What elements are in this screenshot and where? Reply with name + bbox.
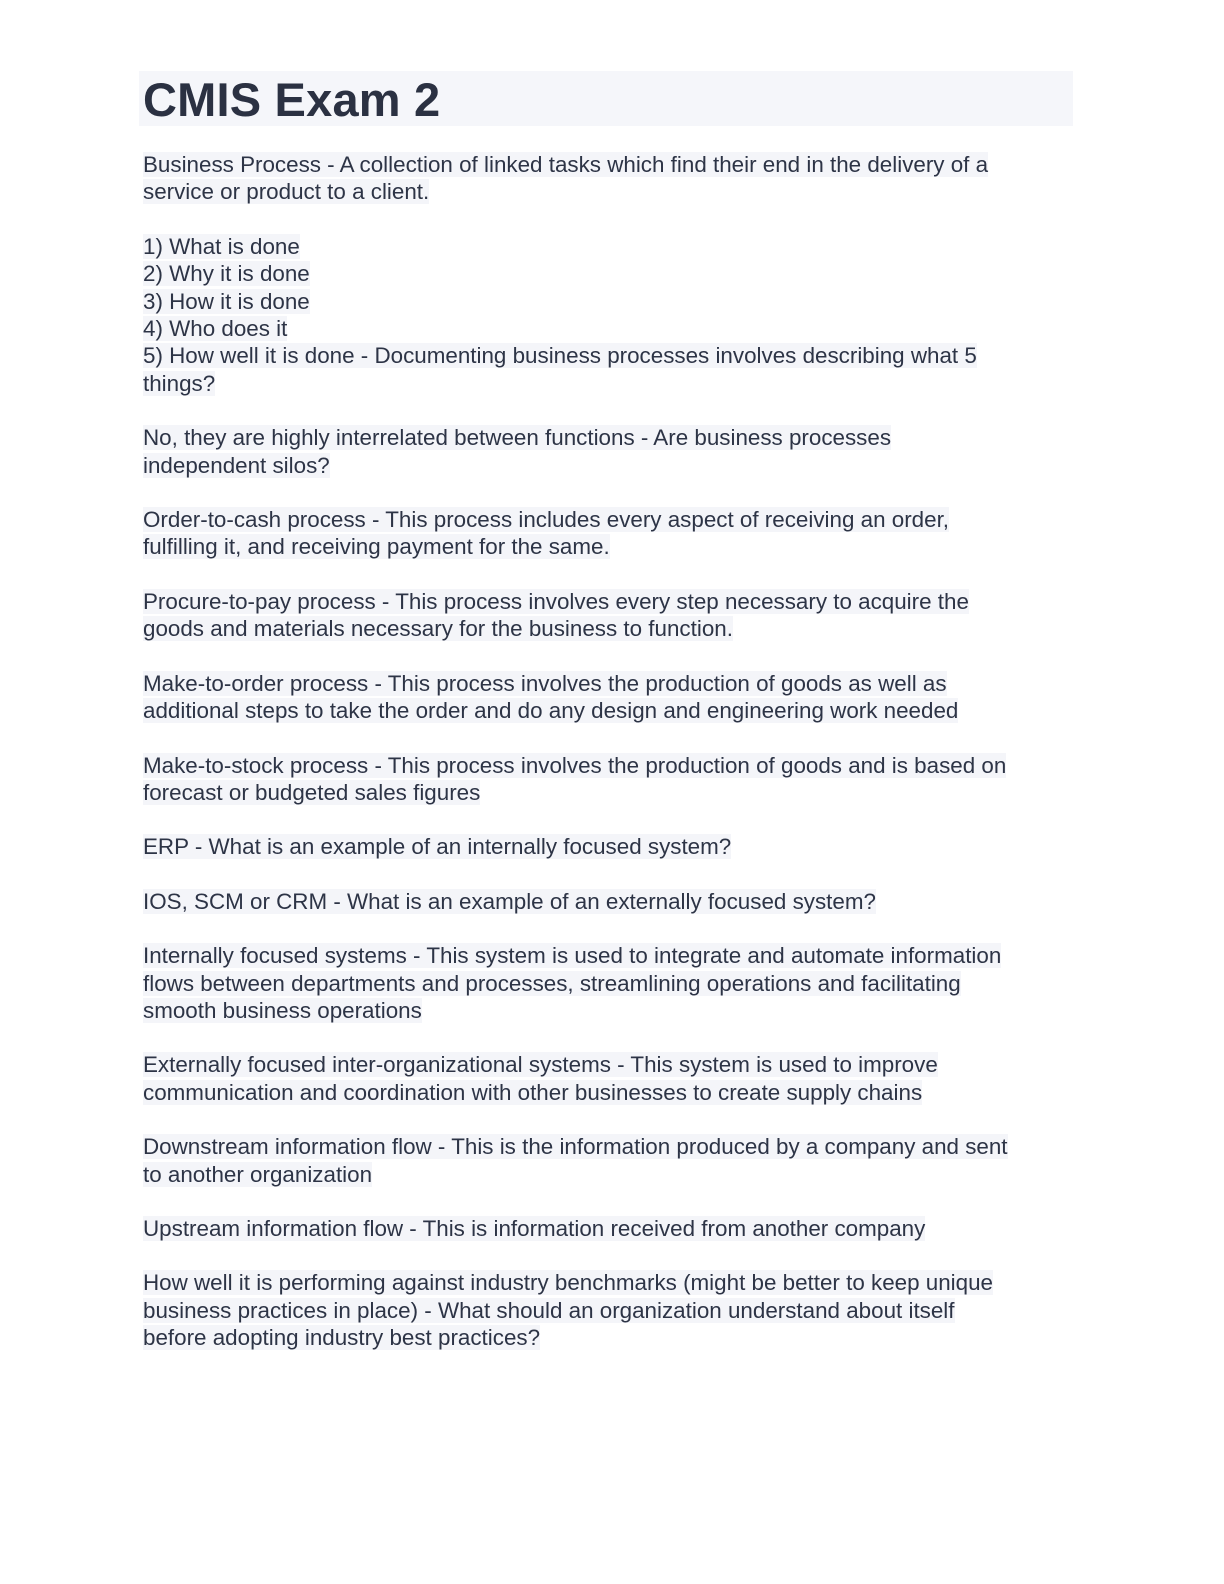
text-line: Make-to-stock process - This process involves the production of goods and is based on xyxy=(143,752,1007,778)
text-line: ERP - What is an example of an internally focused system? xyxy=(143,834,732,860)
text-line: IOS, SCM or CRM - What is an example of an externally focused system? xyxy=(143,888,876,914)
text-line: Business Process - A collection of linked tasks which find their end in the delivery of a xyxy=(143,152,989,177)
text-line: communication and coordination with other businesses to create supply chains xyxy=(143,1079,923,1105)
text-line: things? xyxy=(143,370,216,396)
text-line: to another organization xyxy=(143,1161,373,1187)
text-line: Downstream information flow - This is the information produced by a company and sent xyxy=(143,1134,1008,1160)
paragraph xyxy=(143,1269,1073,1351)
paragraph xyxy=(143,424,1073,479)
title-bar xyxy=(139,71,1073,126)
text-line: fulfilling it, and receiving payment for the same. xyxy=(143,534,610,560)
text-line: Upstream information flow - This is information received from another company xyxy=(143,1215,926,1241)
text-line: smooth business operations xyxy=(143,997,422,1023)
text-line: 5) How well it is done - Documenting business processes involves describing what 5 xyxy=(143,343,977,369)
text-line: before adopting industry best practices? xyxy=(143,1325,541,1351)
document-body xyxy=(143,151,1073,1379)
paragraph xyxy=(143,151,1073,206)
paragraph xyxy=(143,233,1073,397)
paragraph xyxy=(143,1051,1073,1106)
text-line: Make-to-order process - This process involves the production of goods as well as xyxy=(143,670,947,696)
text-line: additional steps to take the order and do any design and engineering work needed xyxy=(143,698,959,724)
text-line: Internally focused systems - This system is used to integrate and automate information xyxy=(143,943,1002,969)
text-line: forecast or budgeted sales figures xyxy=(143,779,481,805)
paragraph xyxy=(143,1215,1073,1242)
paragraph xyxy=(143,588,1073,643)
text-line: Procure-to-pay process - This process involves every step necessary to acquire the xyxy=(143,588,969,614)
paragraph xyxy=(143,506,1073,561)
text-line: 1) What is done xyxy=(143,233,300,259)
text-line: 4) Who does it xyxy=(143,316,288,342)
text-line: 3) How it is done xyxy=(143,288,310,314)
paragraph xyxy=(143,670,1073,725)
paragraph xyxy=(143,752,1073,807)
paragraph xyxy=(143,888,1073,915)
page-title: CMIS Exam 2 xyxy=(143,73,441,126)
text-line: goods and materials necessary for the business to function. xyxy=(143,616,733,642)
text-line: flows between departments and processes, streamlining operations and facilitating xyxy=(143,970,961,996)
paragraph xyxy=(143,833,1073,860)
text-line: No, they are highly interrelated between functions - Are business processes xyxy=(143,425,892,451)
text-line: Order-to-cash process - This process includes every aspect of receiving an order, xyxy=(143,507,950,533)
text-line: service or product to a client. xyxy=(143,179,430,205)
paragraph xyxy=(143,942,1073,1024)
text-line: business practices in place) - What should an organization understand about itself xyxy=(143,1297,955,1323)
text-line: independent silos? xyxy=(143,452,330,478)
text-line: 2) Why it is done xyxy=(143,261,310,287)
text-line: How well it is performing against industry benchmarks (might be better to keep unique xyxy=(143,1270,994,1296)
text-line: Externally focused inter-organizational systems - This system is used to improve xyxy=(143,1052,938,1078)
paragraph xyxy=(143,1133,1073,1188)
